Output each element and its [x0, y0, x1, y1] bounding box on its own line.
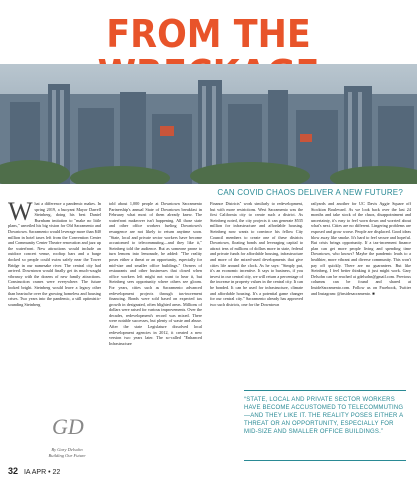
pullquote-rule-top — [244, 390, 406, 391]
article-column-1 — [8, 197, 101, 307]
column-text: hat a difference a pandemic makes. In spring 2019, a buoyant Mayor Darrell Steinberg, doing his best Daniel Burnham imitation to "make no little plans," unveiled his big vision for Old Sacramento and Downtown. Sacramento would leverage more than $40 million in hotel taxes left from the Convention Center and Community Center Theatre renovation and jazz up the waterfront. New attractions would include an outdoor concert venue, rooftop bars and a barge docked so people could swim safely near the Tower Bridge in our namesake river. The central city had arrived. Downtown would finally get its much-sought vibrancy with the dozens of new family attractions. Construction cranes were everywhere. The future looked bright. Steinberg would leave a legacy other than heartache over the growing homeless and housing crises. Two years into the pandemic, a still optimistic-sounding Steinberg — [8, 201, 101, 307]
drop-cap: W — [8, 197, 33, 226]
city-skyline-photo — [0, 64, 417, 184]
publication: IA APR — [23, 469, 47, 476]
byline-author: By Gary Delsohn — [51, 447, 83, 452]
page-number: 32 — [8, 466, 19, 476]
pullquote: “STATE, LOCAL AND PRIVATE SECTOR WORKERS HAVE BECOME ACCUSTOMED TO TELECOMMUTING—AND THEY LIKE IT. THE REALITY POSES EITHER A THREAT OR AN OPPORTUNITY, ESPECIALLY FOR MID-SIZE AND SMALLER OFFICE BUILDINGS.” — [244, 397, 404, 435]
page-footer — [8, 466, 60, 476]
byline — [32, 447, 102, 459]
subhead: CAN COVID CHAOS DELIVER A NEW FUTURE? — [217, 188, 403, 197]
article-column-4 — [311, 201, 411, 296]
pullquote-rule-bottom — [244, 460, 406, 461]
footer-bullet: • — [48, 469, 51, 476]
column-text: told about 1,000 people at Downtown Sacramento Partnership's annual State of Downtown breakfast in February what most of them already knew. The waterfront makeover isn't happening. All those state and other office workers fueling Downtown's resurgence are not likely to return anytime soon. "State, local and private sector workers have become accustomed to telecommuting—and they like it," Steinberg told the audience. But as someone prone to turn lemons into lemonade, he added: "The reality poses either a threat or an opportunity, especially for mid-size and smaller office buildings." Owners of restaurants and other businesses that closed when office workers left might not want to hear it, but Steinberg sees opportunity where others see gloom. For years, cities such as Sacramento advanced redevelopment projects through tax-increment financing. Bonds were sold based on expected tax growth in designated, often blighted areas. Millions of dollars were raised for various improvements. Over the decades, redevelopment's record was mixed. There were notable successes, but plenty of waste and abuse. After the state Legislature dissolved local redevelopment agencies in 2012, it created a new version two years later. The so-called "Enhanced Infrastructure — [109, 201, 202, 346]
article-column-2 — [109, 201, 202, 346]
signature-initials: GD — [52, 414, 84, 438]
byline-column-name: Building Our Future — [48, 453, 86, 458]
column-text: railyards and another for UC Davis Aggie Square off Stockton Boulevard. As we look back over the last 24 months and take stock of the chaos, disappointment and uncertainty, it's easy to feel worn down and worried about what's next. Cities are no different. Lingering problems are exposed and grow worse. People are displaced. Good ideas blow away like smoke. It's hard to feel secure and hopeful. But crisis brings opportunity. If a tax-increment finance plan can get more people living and spending time Downtown, who knows? Maybe the pandemic leads to a healthier, more vibrant and diverse community. This won't pay off quickly. There are no guarantees. But like Steinberg, I feel better thinking it just might work. Gary Delsohn can be reached at gdelsohn@gmail.com. Previous columns can be found and shared at InsideSacramento.com. Follow us on Facebook, Twitter and Instagram: @insidesacramento. ■ — [311, 201, 411, 296]
column-text: Finance Districts" work similarly to redevelopment, but with more restrictions. West Sacramento was the first California city to create such a district. As Steinberg noted, the city projects it can generate $535 million for infrastructure and affordable housing. Steinberg now wants to convince his fellow City Council members to create one of these districts Downtown, floating bonds and leveraging capital to attract tens of millions of dollars more in state, federal and private funds for affordable housing, infrastructure and more of the mixed-used developments that give cities life around the clock. As he says: "Simply put, it's an economic incentive. It says to business, if you invest in our central city, we will return a percentage of the increase in property values in the central city. It can be bonded. It can be used for infrastructure, climate and affordable housing. It's a potential game changer for our central city." Sacramento already has approved two such districts, one for the Downtown — [210, 201, 303, 307]
article-column-3 — [210, 201, 303, 307]
headline-text: FROM THE — [106, 12, 311, 56]
headline — [0, 0, 417, 70]
issue-year: 22 — [52, 469, 61, 476]
signature-logo — [48, 414, 88, 438]
